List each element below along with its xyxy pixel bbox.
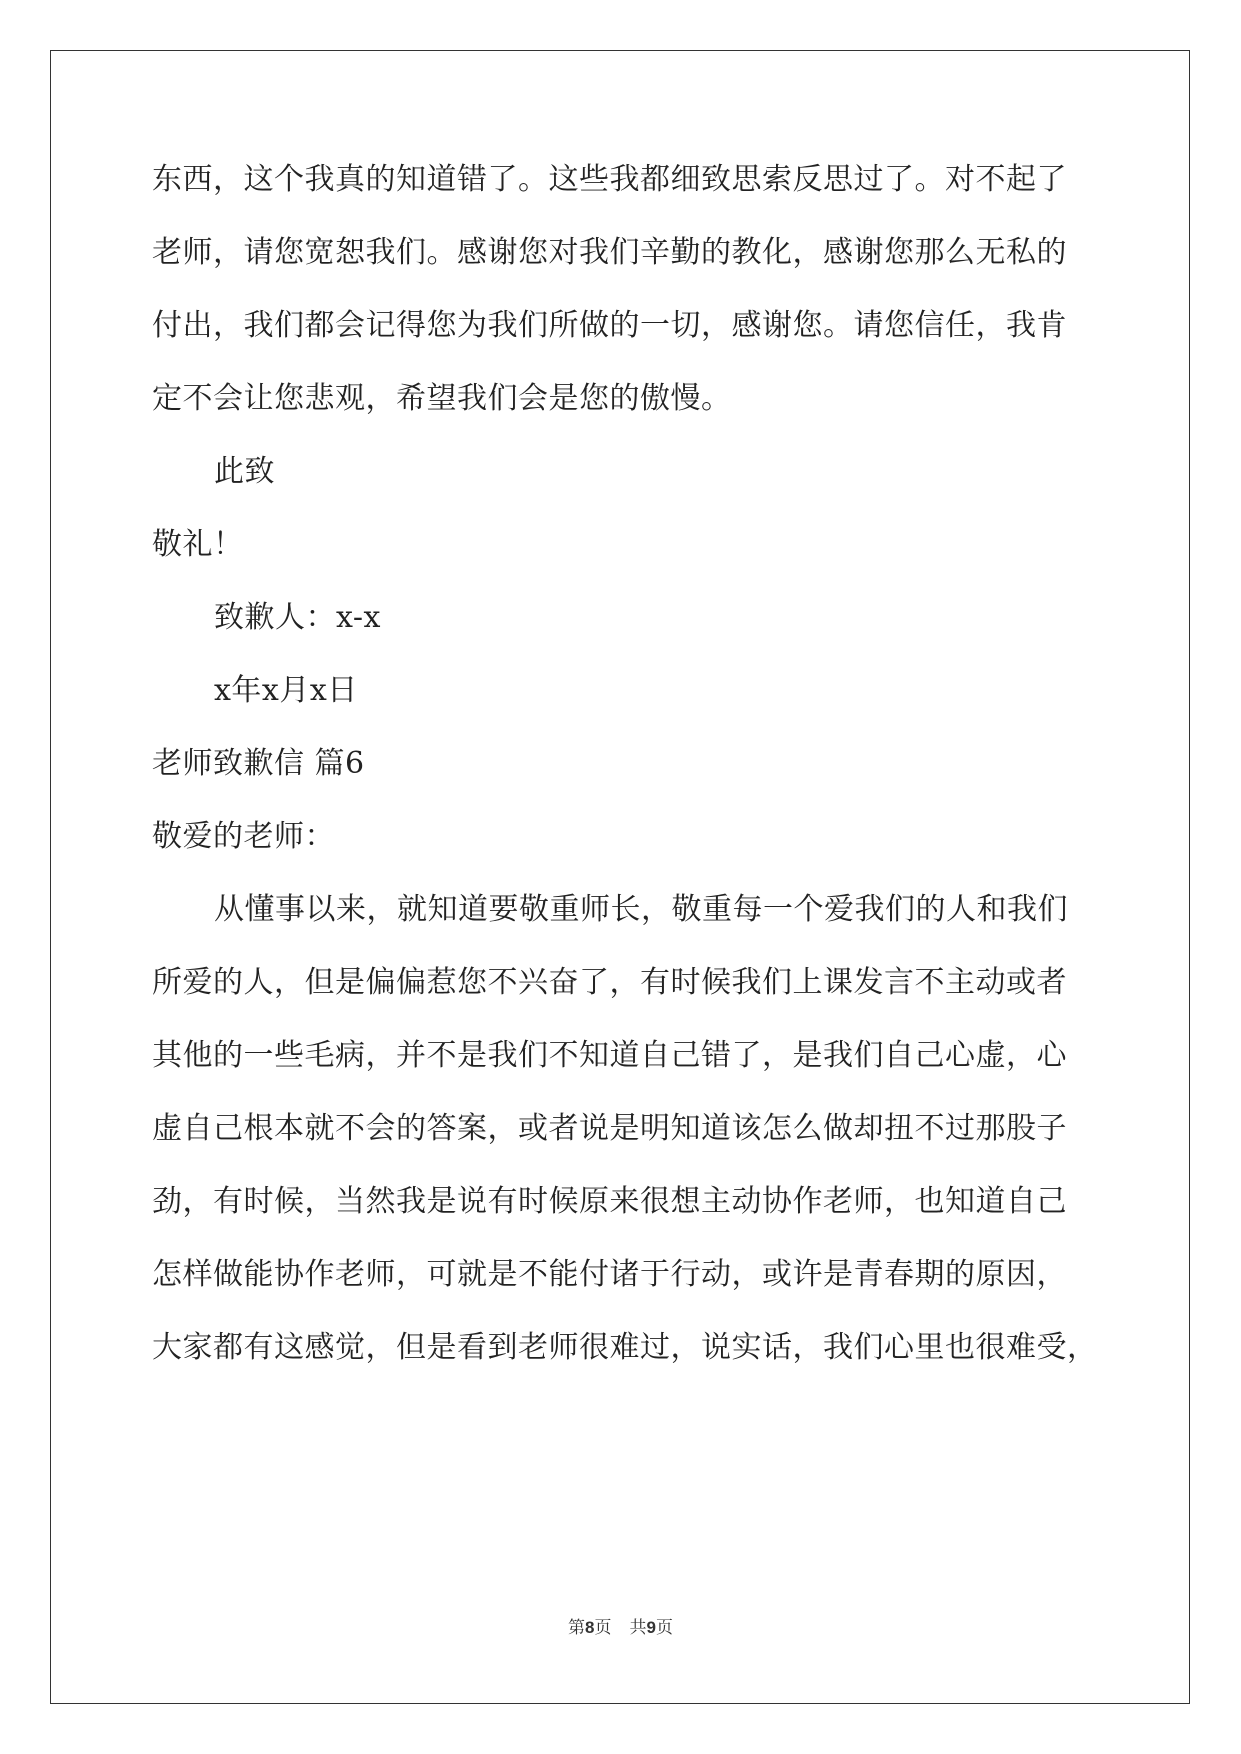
paragraph-line: 大家都有这感觉，但是看到老师很难过，说实话，我们心里也很难受， <box>152 1330 1098 1365</box>
paragraph-line: 定不会让您悲观，希望我们会是您的傲慢。 <box>152 381 732 416</box>
paragraph-line: 怎样做能协作老师，可就是不能付诸于行动，或许是青春期的原因， <box>152 1257 1067 1292</box>
paragraph-line: 付出，我们都会记得您为我们所做的一切，感谢您。请您信任，我肯 <box>152 308 1067 343</box>
page-current: 8 <box>585 1618 595 1637</box>
greeting: 敬爱的老师： <box>152 819 335 854</box>
closing-regards: 敬礼！ <box>152 527 244 562</box>
closing-salutation: 此致 <box>214 454 275 489</box>
signature-line: 致歉人：x-x <box>214 600 381 635</box>
total-suffix: 页 <box>655 1618 673 1638</box>
page-footer <box>0 1613 1241 1638</box>
page-mid: 页 <box>594 1618 612 1638</box>
paragraph-line: 其他的一些毛病，并不是我们不知道自己错了，是我们自己心虚，心 <box>152 1038 1067 1073</box>
paragraph-line: 劲，有时候，当然我是说有时候原来很想主动协作老师，也知道自己 <box>152 1184 1067 1219</box>
date-line: x年x月x日 <box>214 673 358 708</box>
paragraph-line: 所爱的人，但是偏偏惹您不兴奋了，有时候我们上课发言不主动或者 <box>152 965 1067 1000</box>
paragraph-line: 老师，请您宽恕我们。感谢您对我们辛勤的教化，感谢您那么无私的 <box>152 235 1067 270</box>
page-total: 9 <box>646 1618 656 1637</box>
page-prefix: 第 <box>568 1618 586 1638</box>
paragraph-line: 东西，这个我真的知道错了。这些我都细致思索反思过了。对不起了 <box>152 162 1067 197</box>
page-border <box>50 50 1190 1704</box>
section-heading: 老师致歉信 篇6 <box>152 746 365 781</box>
paragraph-line: 从懂事以来，就知道要敬重师长，敬重每一个爱我们的人和我们 <box>214 892 1068 927</box>
paragraph-line: 虚自己根本就不会的答案，或者说是明知道该怎么做却扭不过那股子 <box>152 1111 1067 1146</box>
total-prefix: 共 <box>629 1618 647 1638</box>
